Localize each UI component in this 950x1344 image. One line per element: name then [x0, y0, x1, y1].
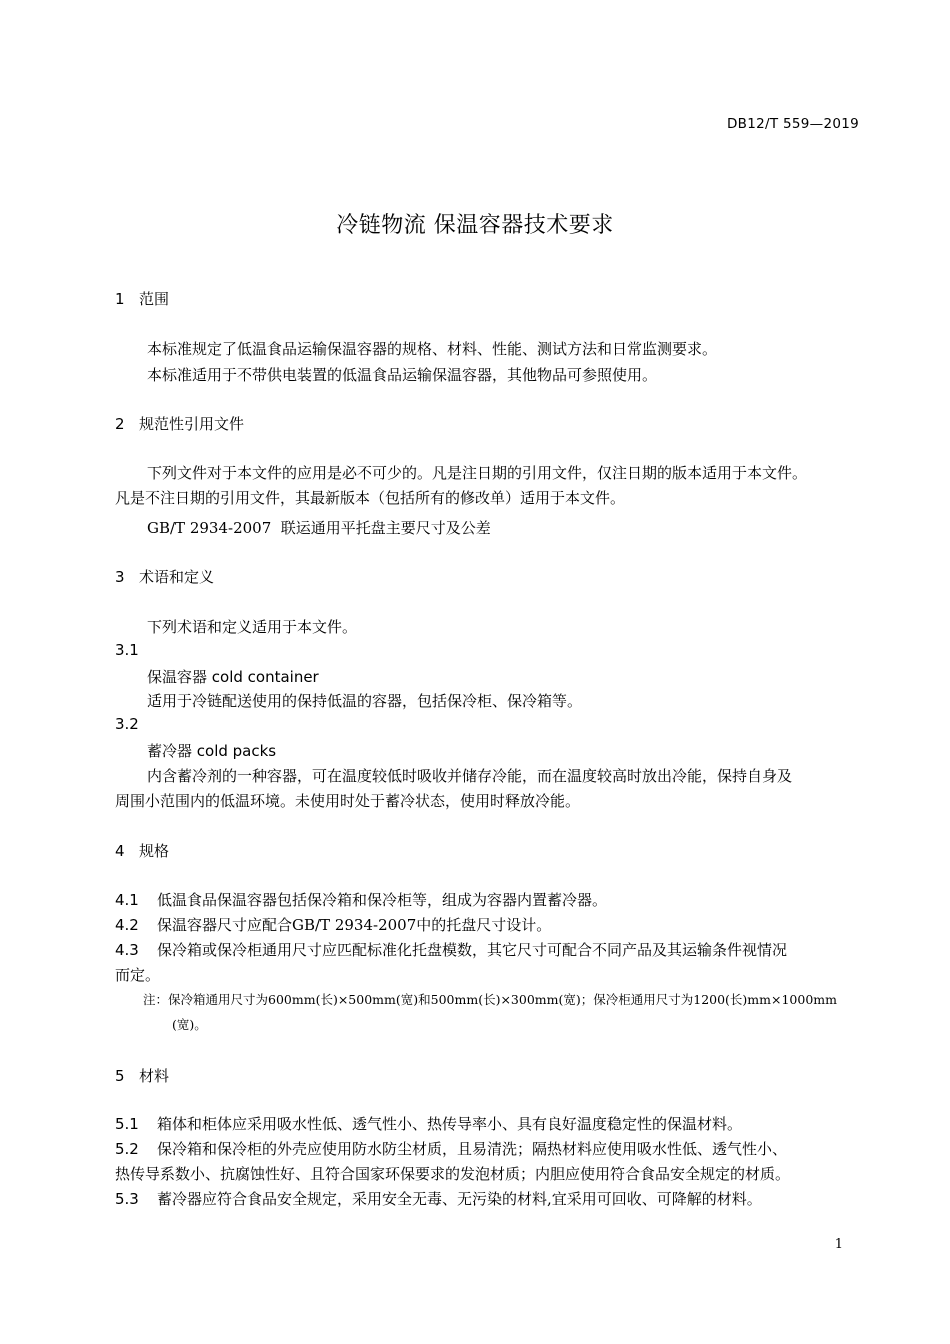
section-title: 规格 — [139, 842, 170, 860]
clause-text: 箱体和柜体应采用吸水性低、透气性小、热传导率小、具有良好温度稳定性的保温材料。 — [157, 1115, 743, 1133]
clause-text: 保冷箱或保冷柜通用尺寸应匹配标准化托盘模数，其它尺寸可配合不同产品及其运输条件视情况 — [157, 941, 788, 959]
clause — [115, 1138, 787, 1159]
section-number: 2 — [115, 415, 125, 433]
note-label: 注： — [143, 992, 169, 1007]
clause-number: 5.2 — [115, 1140, 139, 1158]
clause-text: 低温食品保温容器包括保冷箱和保冷柜等，组成为容器内置蓄冷器。 — [157, 891, 608, 909]
section-number: 5 — [115, 1067, 125, 1085]
term-number: 3.2 — [115, 715, 139, 733]
section-1-heading — [115, 288, 169, 309]
section-3-heading — [115, 566, 214, 587]
term-name: 蓄冷器 cold packs — [147, 742, 277, 760]
term-name: 保温容器 cold container — [147, 668, 319, 686]
clause-text: 保温容器尺寸应配合GB/T 2934-2007中的托盘尺寸设计。 — [157, 916, 552, 934]
clause — [115, 1113, 742, 1134]
section-4-heading — [115, 840, 169, 861]
section-number: 4 — [115, 842, 125, 860]
clause — [115, 889, 607, 910]
clause-number: 4.1 — [115, 891, 139, 909]
reference-entry: GB/T 2934-2007 联运通用平托盘主要尺寸及公差 — [147, 519, 491, 537]
page-number: 1 — [834, 1237, 843, 1252]
term-definition: 周围小范围内的低温环境。未使用时处于蓄冷状态，使用时释放冷能。 — [115, 792, 581, 810]
clause-number: 4.3 — [115, 941, 139, 959]
clause-number: 4.2 — [115, 916, 139, 934]
doc-code: DB12/T 559—2019 — [726, 116, 859, 132]
clause-text: 保冷箱和保冷柜的外壳应使用防水防尘材质，且易清洗；隔热材料应使用吸水性低、透气性小、 — [157, 1140, 788, 1158]
clause — [115, 1188, 762, 1209]
clause — [115, 914, 551, 935]
section-title: 术语和定义 — [139, 568, 215, 586]
term-definition: 内含蓄冷剂的一种容器，可在温度较低时吸收并储存冷能，而在温度较高时放出冷能，保持自身及 — [147, 767, 793, 785]
paragraph: 凡是不注日期的引用文件，其最新版本（包括所有的修改单）适用于本文件。 — [115, 489, 626, 507]
section-title: 规范性引用文件 — [139, 415, 245, 433]
paragraph: 下列文件对于本文件的应用是必不可少的。凡是注日期的引用文件，仅注日期的版本适用于本文件。 — [147, 464, 808, 482]
page-title: 冷链物流 保温容器技术要求 — [336, 213, 614, 238]
section-title: 范围 — [139, 290, 170, 308]
clause-number: 5.1 — [115, 1115, 139, 1133]
clause-text: 蓄冷器应符合食品安全规定，采用安全无毒、无污染的材料,宜采用可回收、可降解的材料。 — [157, 1190, 762, 1208]
paragraph: 本标准规定了低温食品运输保温容器的规格、材料、性能、测试方法和日常监测要求。 — [147, 340, 718, 358]
clause — [115, 939, 787, 960]
note-text: 保冷箱通用尺寸为600mm(长)×500mm(宽)和500mm(长)×300mm(宽)；保冷柜通用尺寸为1200(长)mm×1000mm — [168, 992, 837, 1007]
section-number: 1 — [115, 290, 125, 308]
note — [143, 990, 837, 1008]
paragraph: 本标准适用于不带供电装置的低温食品运输保温容器，其他物品可参照使用。 — [147, 366, 658, 384]
section-5-heading — [115, 1065, 169, 1086]
clause-continuation: 热传导系数小、抗腐蚀性好、且符合国家环保要求的发泡材质；内胆应使用符合食品安全规定的材质。 — [115, 1165, 791, 1183]
clause-number: 5.3 — [115, 1190, 139, 1208]
section-number: 3 — [115, 568, 125, 586]
paragraph: 下列术语和定义适用于本文件。 — [147, 618, 358, 636]
term-definition: 适用于冷链配送使用的保持低温的容器，包括保冷柜、保冷箱等。 — [147, 692, 583, 710]
section-title: 材料 — [139, 1067, 170, 1085]
term-number: 3.1 — [115, 641, 139, 659]
note-continuation: (宽)。 — [172, 1017, 207, 1032]
clause-continuation: 而定。 — [115, 966, 161, 984]
section-2-heading — [115, 413, 244, 434]
